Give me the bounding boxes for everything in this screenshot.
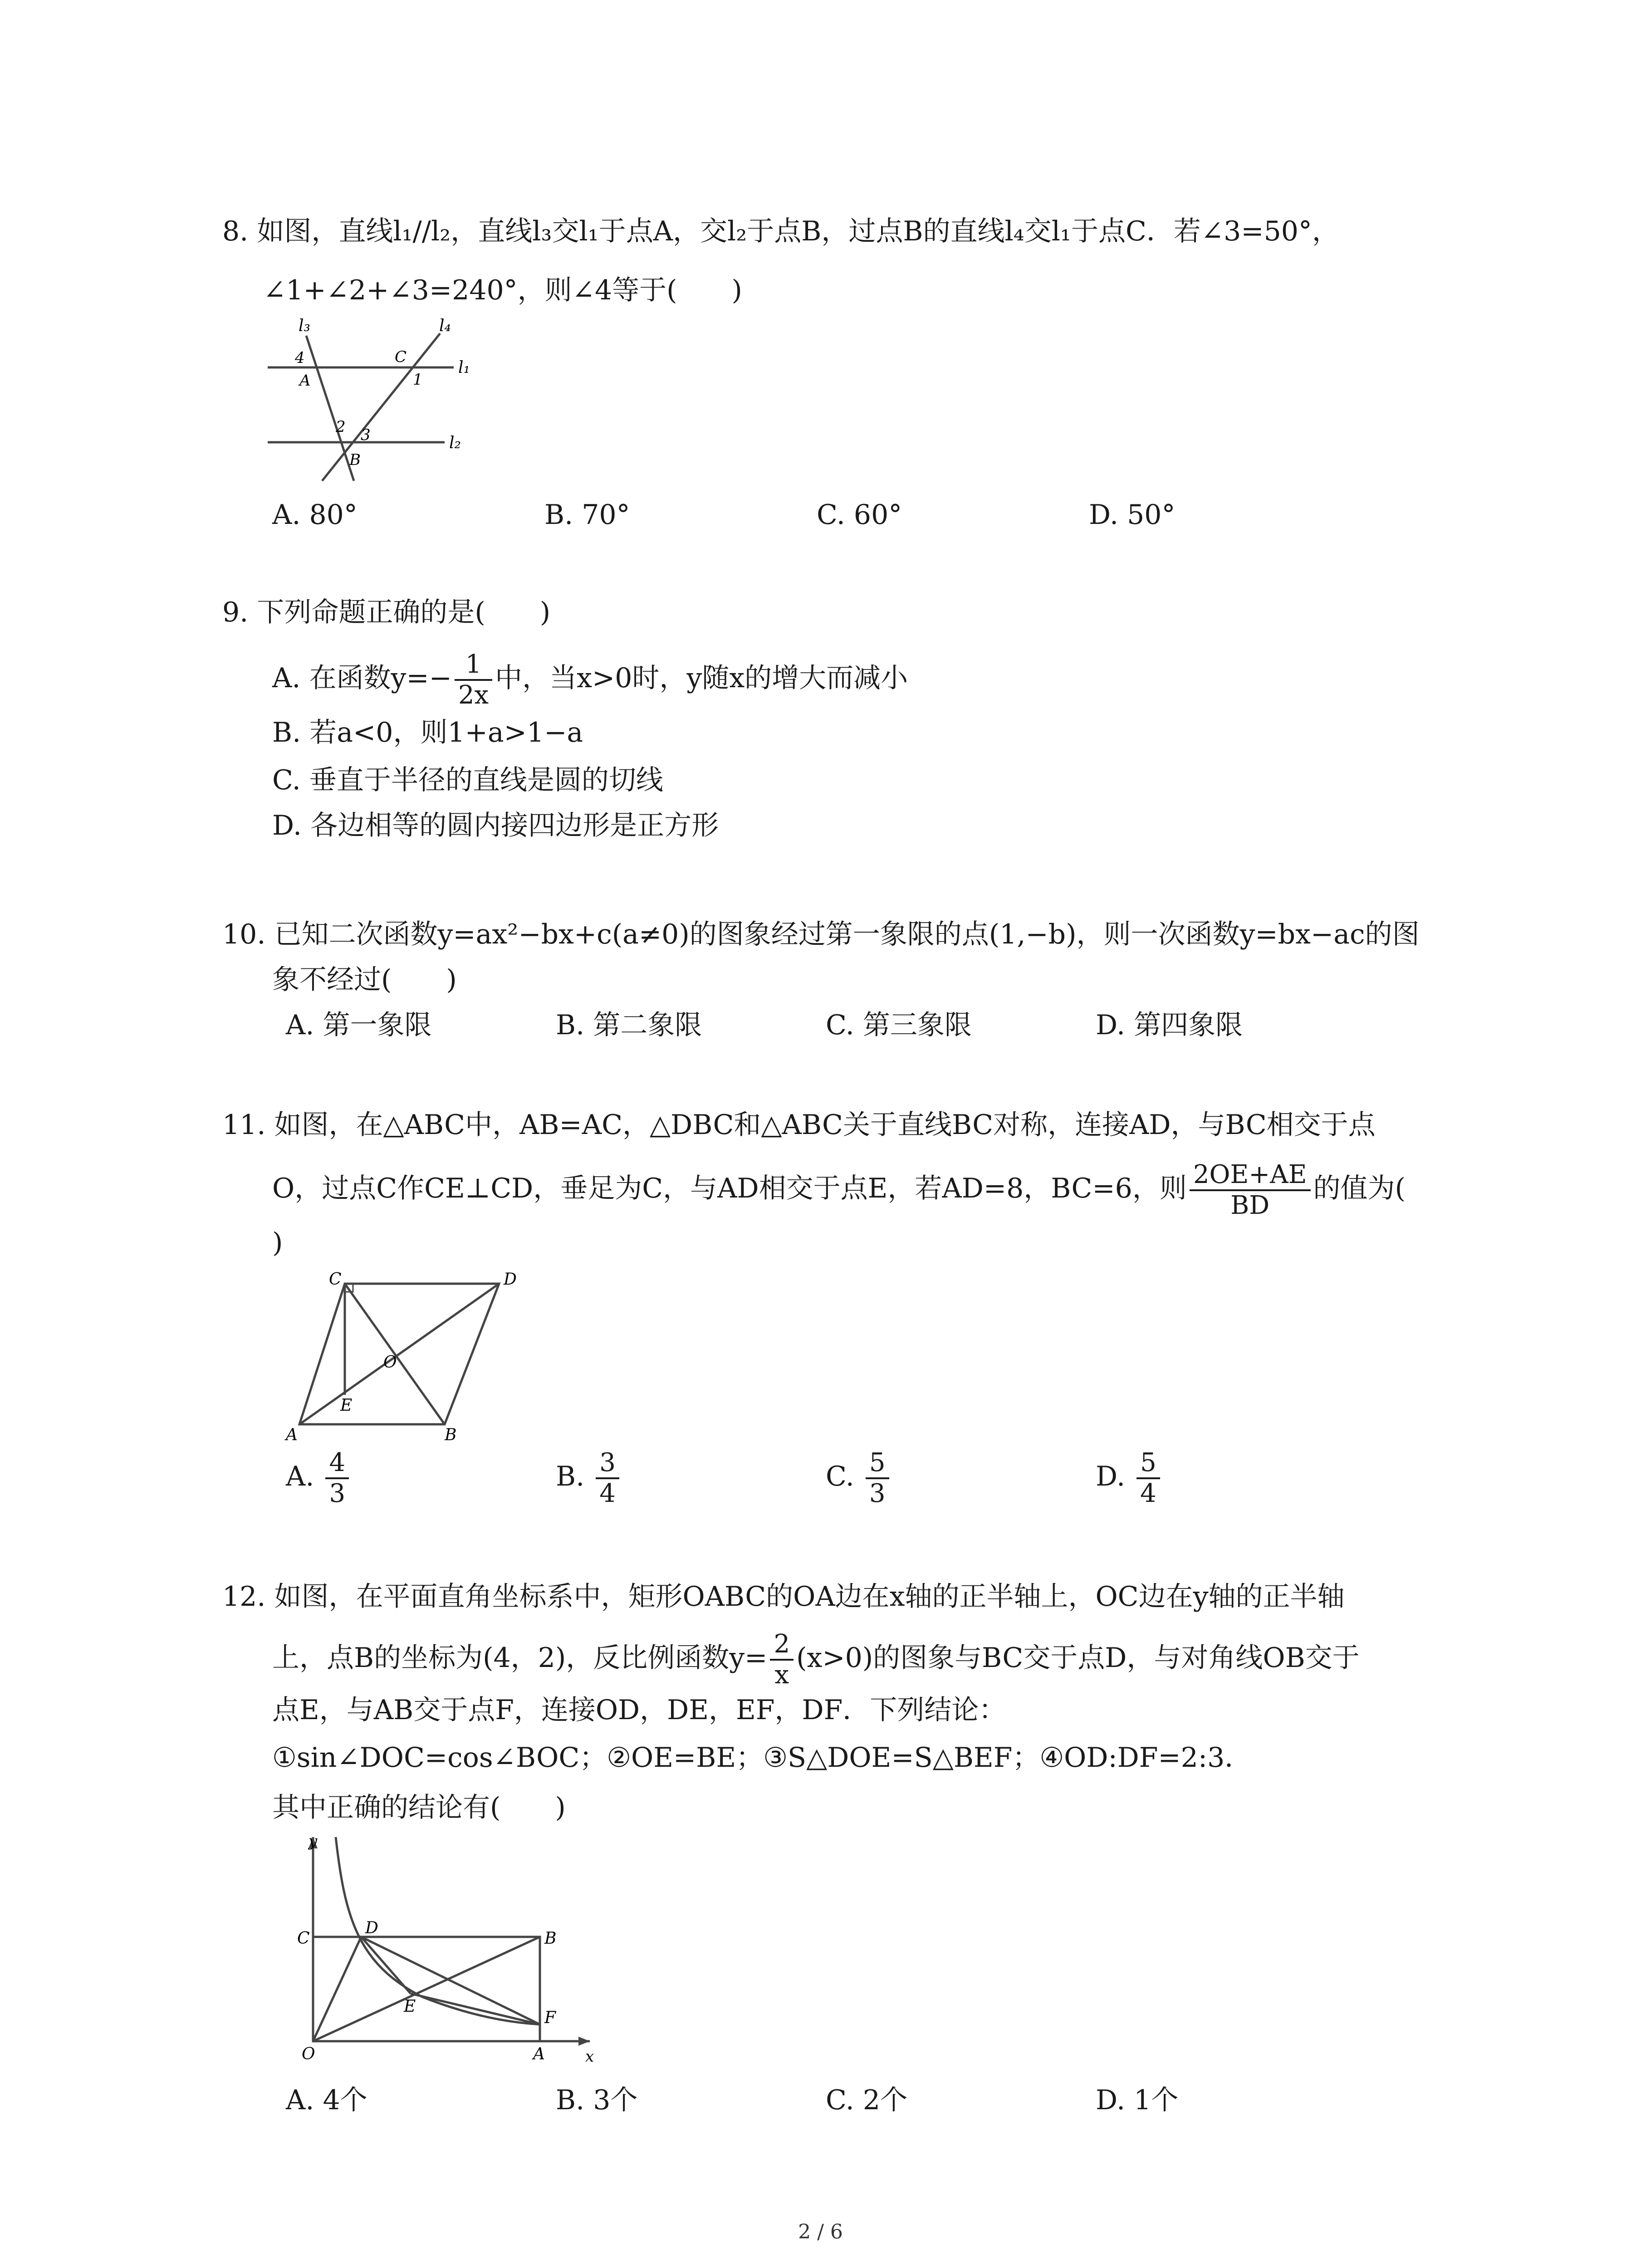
q12-line3: 点E，与AB交于点F，连接OD，DE，EF，DF．下列结论： [272,1694,1006,1726]
q12-fraction: $\frac{2}{x}$ [770,1630,794,1690]
q8-option-a[interactable]: A. 80° [272,499,358,531]
q11-line1: 11. 如图，在△ABC中，AB=AC，△DBC和△ABC关于直线BC对称，连接AD，与BC相交于点 [222,1109,1376,1141]
q12-label-F: F [544,2009,556,2027]
q9-option-c[interactable]: C. 垂直于半径的直线是圆的切线 [272,764,663,796]
q8-option-b[interactable]: B. 70° [544,499,630,531]
q11-option-a[interactable]: A. $\frac{4}{3}$ [286,1442,352,1510]
q12-option-c[interactable]: C. 2个 [826,2084,908,2116]
q8-label-1: 1 [413,371,423,389]
q11-line2: O，过点C作CE⊥CD，垂足为C，与AD相交于点E，若AD=8，BC=6，则 $\frac{2OE+AE}{BD}$ 的值为( [272,1160,1406,1221]
q12-label-E: E [404,1997,416,2016]
q8-line1: 8. 如图，直线l₁//l₂，直线l₃交l₁于点A，交l₂于点B，过点B的直线l₄交l₁于点C．若∠3=50°， [222,215,1339,247]
q10-option-d[interactable]: D. 第四象限 [1096,1009,1243,1041]
q8-label-l4: l₄ [439,317,451,335]
q12-line4: ①sin∠DOC=cos∠BOC；②OE=BE；③S△DOE=S△BEF；④OD:DF=2:3． [272,1742,1252,1774]
q11-label-A: A [286,1426,298,1444]
q11-label-O: O [383,1353,397,1372]
q11-fraction: $\frac{2OE+AE}{BD}$ [1190,1160,1311,1220]
q8-label-3: 3 [361,426,371,444]
q12-label-x: x [585,2048,594,2066]
q8-label-A: A [299,371,311,390]
q11-option-c[interactable]: C. $\frac{5}{3}$ [826,1442,892,1510]
q8-figure [263,313,499,490]
q11-label-B: B [445,1426,457,1444]
q12-figure [272,1828,599,2068]
q11-line3: ) [272,1227,283,1259]
q8-label-2: 2 [336,418,346,436]
q10-option-a[interactable]: A. 第一象限 [286,1009,432,1041]
q8-option-c[interactable]: C. 60° [817,499,902,531]
q12-label-y: y [309,1832,318,1850]
q12-option-d[interactable]: D. 1个 [1096,2084,1179,2116]
q8-label-l2: l₂ [449,434,461,452]
q11-figure [277,1266,531,1447]
q12-line5: 其中正确的结论有( ) [272,1792,566,1823]
q8-label-C: C [395,348,407,366]
q12-label-B: B [544,1929,557,1948]
q11-option-b[interactable]: B. $\frac{3}{4}$ [556,1442,622,1510]
q8-line2: ∠1+∠2+∠3=240°，则∠4等于( ) [263,274,742,306]
q12-line2: 上，点B的坐标为(4，2)，反比例函数y= $\frac{2}{x}$ (x>0)的图象与BC交于点D，与对角线OB交于 [272,1629,1360,1690]
q10-line1: 10. 已知二次函数y=ax²−bx+c(a≠0)的图象经过第一象限的点(1,−b)，则一次函数y=bx−ac的图 [222,919,1420,950]
q8-label-l1: l₁ [458,358,470,377]
q12-label-C: C [297,1929,310,1948]
q12-line1: 12. 如图，在平面直角坐标系中，矩形OABC的OA边在x轴的正半轴上，OC边在y轴的正半轴 [222,1581,1345,1613]
q10-option-b[interactable]: B. 第二象限 [556,1009,702,1041]
q12-label-A: A [533,2045,545,2063]
q12-label-D: D [365,1919,378,1937]
q8-label-4: 4 [295,349,305,367]
q9-option-d[interactable]: D. 各边相等的圆内接四边形是正方形 [272,810,719,841]
q9-option-a[interactable]: A. 在函数y=− $\frac{1}{2x}$ 中，当x>0时，y随x的增大而减小 [272,650,908,710]
q10-line2: 象不经过( ) [272,964,457,996]
q11-label-C: C [329,1270,342,1289]
q12-label-O: O [302,2045,315,2063]
q10-option-c[interactable]: C. 第三象限 [826,1009,972,1041]
q12-option-b[interactable]: B. 3个 [556,2084,638,2116]
q12-option-a[interactable]: A. 4个 [286,2084,367,2116]
page-number: 2 / 6 [798,2220,843,2244]
q9-stem: 9. 下列命题正确的是( ) [222,596,551,628]
q8-label-B: B [349,451,361,469]
q9-option-b[interactable]: B. 若a<0，则1+a>1−a [272,717,583,748]
q8-option-d[interactable]: D. 50° [1089,499,1176,531]
q11-option-d[interactable]: D. $\frac{5}{4}$ [1096,1442,1163,1510]
q9-fraction: $\frac{1}{2x}$ [455,650,492,710]
q11-label-D: D [504,1270,517,1289]
q11-label-E: E [340,1396,353,1415]
q8-label-l3: l₃ [299,317,310,335]
